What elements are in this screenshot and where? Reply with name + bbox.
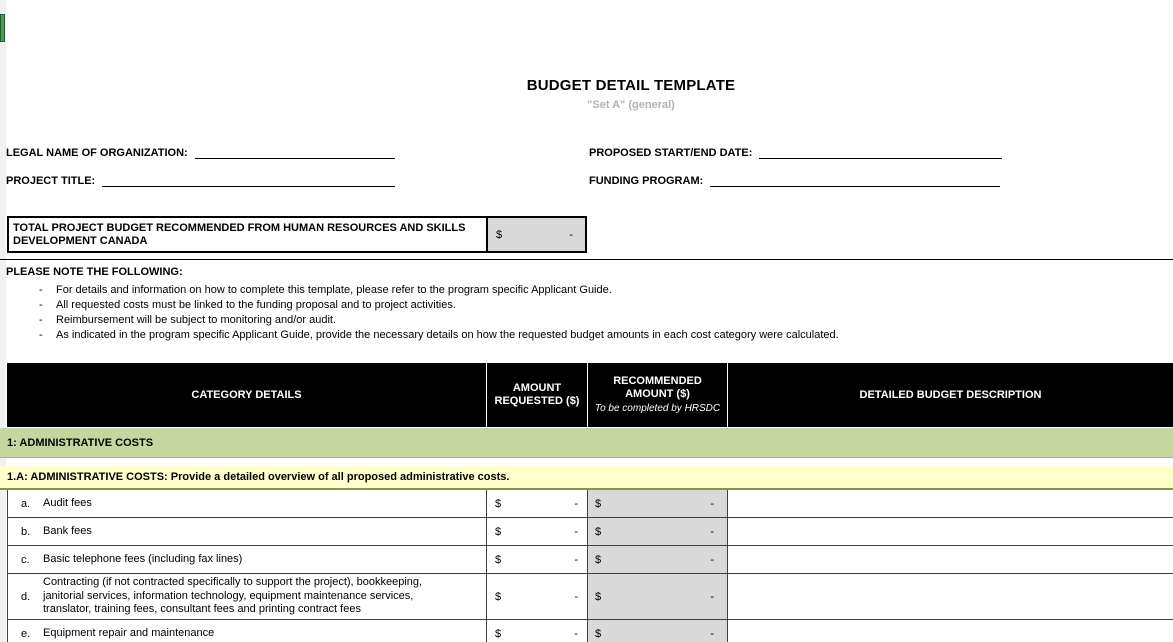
row-item-label: Contracting (if not contracted specifically to support the project), bookkeeping, janitorial services, information technology, equipment maintenance services, translator, training fees, consultant fees and printing contract fees: [43, 576, 423, 616]
amount-requested-cell[interactable]: [486, 546, 587, 574]
amount-value: -: [710, 627, 714, 640]
row-letter: c.: [21, 553, 30, 566]
funding-program-input-line[interactable]: [710, 175, 1000, 187]
column-header-recommended: [587, 363, 727, 427]
funding-program-label: FUNDING PROGRAM:: [589, 175, 704, 187]
currency-symbol: $: [495, 590, 502, 603]
note-item: [6, 298, 1166, 313]
total-budget-amount-cell: [486, 218, 585, 251]
amount-requested-cell[interactable]: [486, 490, 587, 518]
page-subtitle: "Set A" (general): [587, 99, 675, 111]
category-cell: [7, 574, 486, 620]
amount-value: -: [710, 553, 714, 566]
column-header-category: CATEGORY DETAILS: [191, 388, 302, 401]
currency-symbol: $: [495, 525, 502, 538]
currency-symbol: $: [495, 627, 502, 640]
title-block: [281, 77, 981, 111]
sheet-edge-marker: [0, 14, 5, 42]
legal-name-label: LEGAL NAME OF ORGANIZATION:: [6, 147, 188, 159]
column-header-amount-requested: AMOUNT REQUESTED ($): [486, 363, 587, 427]
proposed-date-field: [589, 147, 1002, 159]
recommended-header-note: To be completed by HRSDC: [594, 403, 721, 414]
currency-symbol: $: [595, 525, 602, 538]
row-item-label: Basic telephone fees (including fax lines): [43, 552, 243, 565]
row-item-label: Bank fees: [43, 524, 92, 537]
note-text: For details and information on how to complete this template, please refer to the program specific Applicant Guide.: [56, 284, 612, 296]
amount-value: -: [574, 590, 578, 603]
currency-symbol: $: [595, 590, 602, 603]
project-title-label: PROJECT TITLE:: [6, 175, 96, 187]
table-row: [7, 518, 1173, 546]
table-row: [7, 574, 1173, 620]
description-cell[interactable]: [727, 574, 1173, 620]
bullet-dash: -: [39, 299, 43, 311]
table-row: [7, 546, 1173, 574]
category-cell: [7, 490, 486, 518]
row-item-label: Equipment repair and maintenance: [43, 626, 215, 639]
bullet-dash: -: [39, 314, 43, 326]
notes-section: [6, 266, 1166, 343]
horizontal-rule: [0, 259, 1173, 260]
note-item: [6, 313, 1166, 328]
budget-table-body: [7, 490, 1173, 642]
recommended-amount-cell: [587, 574, 727, 620]
table-header-row: [7, 363, 1173, 427]
table-row: [7, 490, 1173, 518]
currency-symbol: $: [495, 553, 502, 566]
table-row: [7, 620, 1173, 642]
currency-symbol: $: [495, 497, 502, 510]
amount-value: -: [574, 627, 578, 640]
amount-value: -: [574, 525, 578, 538]
row-letter: a.: [21, 497, 31, 510]
total-budget-box: [7, 216, 587, 253]
legal-name-field: [6, 147, 395, 159]
project-title-field: [6, 175, 395, 187]
funding-program-field: [589, 175, 1000, 187]
row-letter: d.: [21, 590, 31, 603]
amount-value: -: [710, 525, 714, 538]
amount-requested-cell[interactable]: [486, 620, 587, 642]
currency-symbol: $: [496, 228, 503, 241]
legal-name-input-line[interactable]: [195, 147, 395, 159]
category-cell: [7, 518, 486, 546]
category-cell: [7, 546, 486, 574]
description-cell[interactable]: [727, 546, 1173, 574]
amount-requested-cell[interactable]: [486, 574, 587, 620]
row-letter: e.: [21, 627, 31, 640]
proposed-date-input-line[interactable]: [759, 147, 1002, 159]
section-1a-band: [0, 466, 1173, 490]
note-item: [6, 283, 1166, 298]
section-1-band: [0, 428, 1173, 458]
section-1-title: 1: ADMINISTRATIVE COSTS: [7, 436, 154, 449]
recommended-amount-cell: [587, 620, 727, 642]
amount-requested-cell[interactable]: [486, 518, 587, 546]
recommended-amount-cell: [587, 490, 727, 518]
description-cell[interactable]: [727, 620, 1173, 642]
currency-symbol: $: [595, 627, 602, 640]
bullet-dash: -: [39, 284, 43, 296]
amount-value: -: [574, 553, 578, 566]
note-text: Reimbursement will be subject to monitoring and/or audit.: [56, 314, 337, 326]
total-budget-label: TOTAL PROJECT BUDGET RECOMMENDED FROM HUMAN RESOURCES AND SKILLS DEVELOPMENT CANADA: [9, 218, 486, 251]
proposed-date-label: PROPOSED START/END DATE:: [589, 147, 753, 159]
page-title: BUDGET DETAIL TEMPLATE: [526, 77, 736, 94]
description-cell[interactable]: [727, 518, 1173, 546]
recommended-amount-cell: [587, 518, 727, 546]
amount-value: -: [574, 497, 578, 510]
section-1a-title: 1.A: ADMINISTRATIVE COSTS: Provide a detailed overview of all proposed administrative costs.: [7, 471, 510, 483]
bullet-dash: -: [39, 329, 43, 341]
amount-value: -: [710, 590, 714, 603]
amount-value: -: [710, 497, 714, 510]
row-item-label: Audit fees: [43, 496, 92, 509]
currency-symbol: $: [595, 497, 602, 510]
column-header-description: DETAILED BUDGET DESCRIPTION: [727, 363, 1173, 427]
category-cell: [7, 620, 486, 642]
recommended-amount-cell: [587, 546, 727, 574]
row-letter: b.: [21, 525, 31, 538]
note-item: [6, 328, 1166, 343]
notes-heading: PLEASE NOTE THE FOLLOWING:: [6, 266, 183, 278]
note-text: As indicated in the program specific Applicant Guide, provide the necessary details on how the requested budget amounts in each cost category were calculated.: [56, 329, 839, 341]
description-cell[interactable]: [727, 490, 1173, 518]
recommended-header-title: RECOMMENDED AMOUNT ($): [613, 375, 702, 400]
note-text: All requested costs must be linked to the funding proposal and to project activities.: [56, 299, 456, 311]
currency-symbol: $: [595, 553, 602, 566]
total-budget-value: -: [569, 228, 573, 241]
project-title-input-line[interactable]: [102, 175, 395, 187]
